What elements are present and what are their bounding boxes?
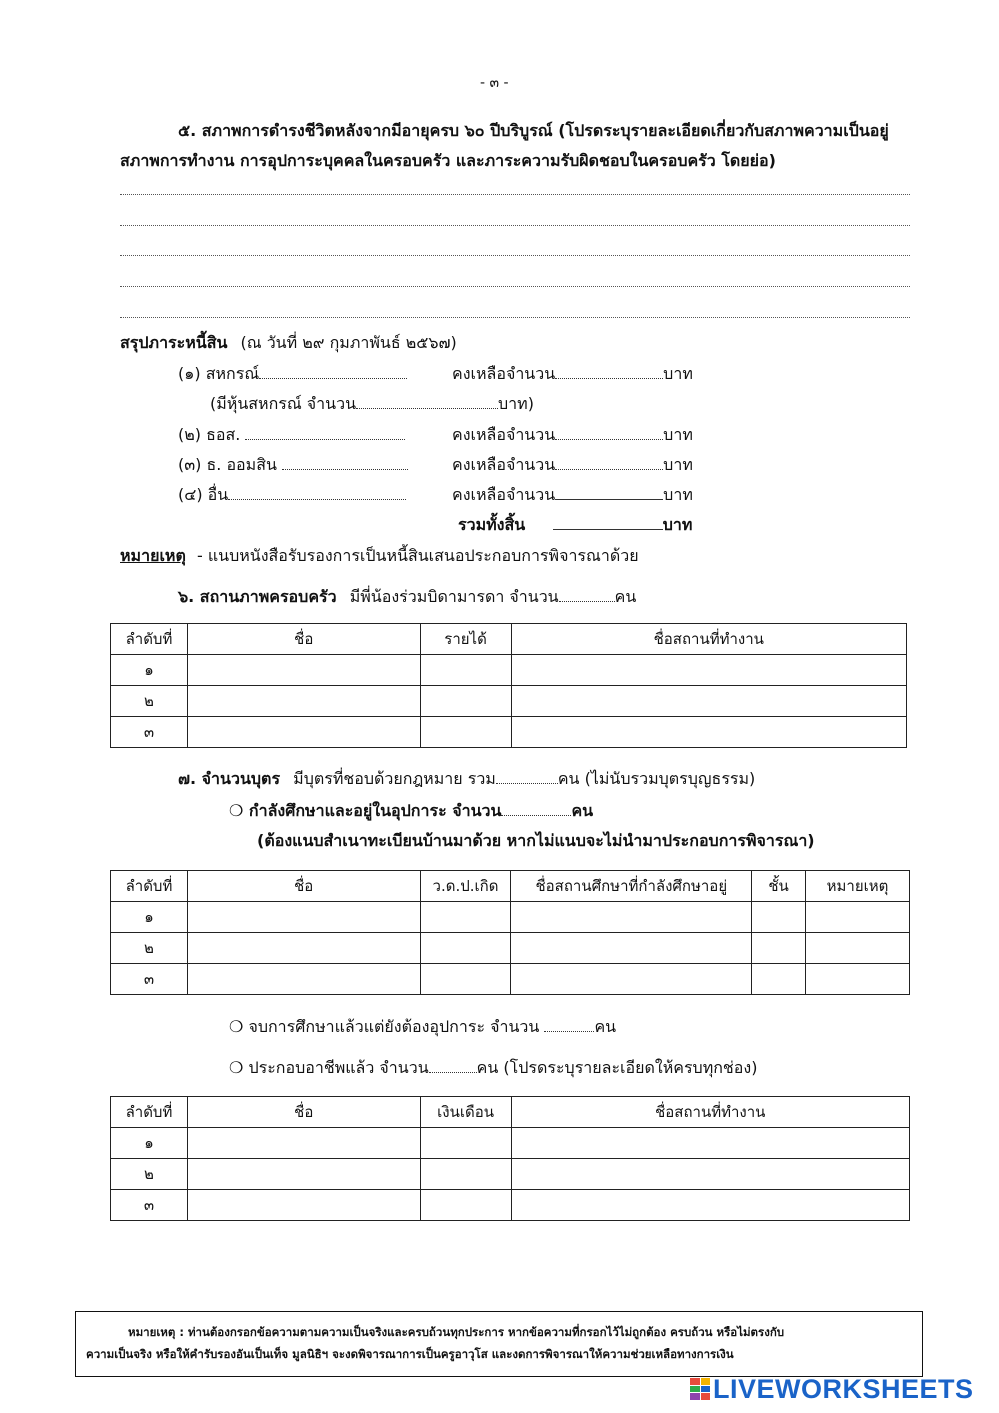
graduated-label: จบการศึกษาแล้วแต่ยังต้องอุปการะ จำนวน <box>248 1017 540 1036</box>
table-cell[interactable] <box>806 933 910 964</box>
debt-item-name-field[interactable] <box>259 378 407 379</box>
debt-item-4 <box>178 483 406 508</box>
table-row <box>111 1128 910 1159</box>
row-index: ๑ <box>111 1128 188 1159</box>
row-index: ๓ <box>111 717 188 748</box>
debt-amount-field[interactable] <box>555 439 663 440</box>
shares-amount-field[interactable] <box>356 408 498 409</box>
table-cell[interactable] <box>187 1159 420 1190</box>
table-cell[interactable] <box>187 933 420 964</box>
table-row <box>111 655 907 686</box>
radio-circle-icon[interactable]: ❍ <box>229 1017 244 1036</box>
working-option <box>229 1056 757 1081</box>
row-index: ๒ <box>111 1159 188 1190</box>
liveworksheets-logo-icon <box>690 1378 710 1400</box>
table-cell[interactable] <box>752 964 806 995</box>
table-cell[interactable] <box>511 964 752 995</box>
footer-note-box <box>75 1311 923 1377</box>
table-cell[interactable] <box>420 686 511 717</box>
answer-line-2[interactable] <box>120 224 910 226</box>
debt-item-name-field[interactable] <box>282 469 408 470</box>
debt-total-line <box>458 513 692 538</box>
graduated-unit: คน <box>594 1017 617 1036</box>
family-table <box>110 623 907 748</box>
debt-note-text: - แนบหนังสือรับรองการเป็นหนี้สินเสนอประกอบการพิจารณาด้วย <box>196 546 639 565</box>
shares-suffix: บาท) <box>498 394 534 413</box>
table-cell[interactable] <box>420 1128 511 1159</box>
answer-line-4[interactable] <box>120 285 910 287</box>
debt-remain-label: คงเหลือจำนวน <box>452 425 556 444</box>
table-cell[interactable] <box>511 933 752 964</box>
table-row <box>111 717 907 748</box>
studying-col-header: ชื่อสถานศึกษาที่กำลังศึกษาอยู่ <box>511 871 752 902</box>
family-col-header: ชื่อ <box>187 624 420 655</box>
family-col-header: ชื่อสถานที่ทำงาน <box>511 624 907 655</box>
siblings-count-field[interactable] <box>559 601 615 602</box>
shares-prefix: (มีหุ้นสหกรณ์ จำนวน <box>210 394 357 413</box>
row-index: ๑ <box>111 902 188 933</box>
table-row <box>111 902 910 933</box>
section6-title: ๖. สถานภาพครอบครัว <box>178 587 337 606</box>
table-cell[interactable] <box>806 964 910 995</box>
debt-remain-label: คงเหลือจำนวน <box>452 364 556 383</box>
studying-note: (ต้องแนบสำเนาทะเบียนบ้านมาด้วย หากไม่แนบจะไม่นำมาประกอบการพิจารณา) <box>257 831 815 850</box>
section7-text: มีบุตรที่ชอบด้วยกฎหมาย รวม <box>293 769 496 788</box>
table-row <box>111 1159 910 1190</box>
radio-circle-icon[interactable]: ❍ <box>229 801 244 820</box>
debt-item-label: (๔) อื่น <box>178 485 229 504</box>
debt-remain-label: คงเหลือจำนวน <box>452 485 556 504</box>
table-cell[interactable] <box>511 717 907 748</box>
debt-remain-label: คงเหลือจำนวน <box>452 455 556 474</box>
working-count-field[interactable] <box>429 1072 477 1073</box>
table-row <box>111 1190 910 1221</box>
table-row <box>111 686 907 717</box>
debt-item-1 <box>178 362 407 387</box>
table-cell[interactable] <box>420 1190 511 1221</box>
debt-unit: บาท <box>663 364 693 383</box>
working-col-header: ชื่อสถานที่ทำงาน <box>511 1097 909 1128</box>
studying-children-table <box>110 870 910 995</box>
debt-item-label: (๒) ธอส. <box>178 425 241 444</box>
table-cell[interactable] <box>420 902 511 933</box>
studying-col-header: ชั้น <box>752 871 806 902</box>
studying-option <box>229 799 593 824</box>
table-cell[interactable] <box>511 1128 909 1159</box>
debt-total-label: รวมทั้งสิ้น <box>458 515 526 534</box>
section5-heading-line2: สภาพการทำงาน การอุปการะบุคคลในครอบครัว และภาระความรับผิดชอบในครอบครัว โดยย่อ) <box>120 151 776 170</box>
table-cell[interactable] <box>511 655 907 686</box>
debt-remain-1 <box>452 362 693 387</box>
debt-item-label: (๑) สหกรณ์ <box>178 364 260 383</box>
studying-unit: คน <box>571 801 594 820</box>
table-cell[interactable] <box>511 686 907 717</box>
debt-amount-field[interactable] <box>555 469 663 470</box>
table-cell[interactable] <box>752 933 806 964</box>
table-cell[interactable] <box>187 1128 420 1159</box>
footer-note-line2: ความเป็นจริง หรือให้คำรับรองอันเป็นเท็จ มูลนิธิฯ จะงดพิจารณาการเป็นครูอาวุโส และงดการพิจารณาให้ความช่วยเหลือทางการเงิน <box>86 1347 734 1361</box>
table-cell[interactable] <box>511 902 752 933</box>
radio-circle-icon[interactable]: ❍ <box>229 1058 244 1077</box>
debt-item-2 <box>178 423 405 448</box>
studying-col-header: ชื่อ <box>187 871 420 902</box>
studying-count-field[interactable] <box>501 815 571 816</box>
table-row <box>111 964 910 995</box>
table-cell[interactable] <box>420 964 511 995</box>
children-count-field[interactable] <box>496 783 558 784</box>
debt-item-name-field[interactable] <box>228 499 406 500</box>
debt-item-name-field[interactable] <box>245 439 405 440</box>
graduated-count-field[interactable] <box>544 1031 594 1032</box>
working-suffix: คน (โปรดระบุรายละเอียดให้ครบทุกช่อง) <box>476 1058 758 1077</box>
graduated-option <box>229 1015 616 1040</box>
section5-heading-line1: ๕. สภาพการดำรงชีวิตหลังจากมีอายุครบ ๖๐ ปีบริบูรณ์ (โปรดระบุรายละเอียดเกี่ยวกับสภาพความเป็นอยู่ <box>178 121 889 140</box>
working-col-header: ลำดับที่ <box>111 1097 188 1128</box>
debt-item-3 <box>178 453 408 478</box>
debt-note <box>120 544 639 569</box>
debt-remain-3 <box>452 453 693 478</box>
shares-line <box>210 392 534 417</box>
brand-name: LIVEWORKSHEETS <box>713 1373 974 1404</box>
family-col-header: รายได้ <box>420 624 511 655</box>
family-col-header: ลำดับที่ <box>111 624 188 655</box>
studying-label: กำลังศึกษาและอยู่ในอุปการะ จำนวน <box>248 801 502 820</box>
debt-summary-heading <box>120 331 457 356</box>
table-cell[interactable] <box>420 717 511 748</box>
studying-col-header: หมายเหตุ <box>806 871 910 902</box>
row-index: ๑ <box>111 655 188 686</box>
row-index: ๒ <box>111 933 188 964</box>
table-cell[interactable] <box>511 1159 909 1190</box>
table-cell[interactable] <box>420 655 511 686</box>
section6-unit: คน <box>614 587 637 606</box>
debt-total-field[interactable] <box>553 529 663 530</box>
section6-heading <box>178 585 636 610</box>
page-number: - ๓ - <box>480 75 509 91</box>
table-cell[interactable] <box>187 902 420 933</box>
debt-total-unit: บาท <box>662 515 693 534</box>
studying-col-header: ว.ด.ป.เกิด <box>420 871 511 902</box>
debt-remain-4 <box>452 483 693 508</box>
table-cell[interactable] <box>187 964 420 995</box>
debt-item-label: (๓) ธ. ออมสิน <box>178 455 277 474</box>
table-cell[interactable] <box>511 1190 909 1221</box>
debt-unit: บาท <box>663 455 693 474</box>
table-cell[interactable] <box>420 1159 511 1190</box>
debt-amount-field[interactable] <box>555 499 663 500</box>
liveworksheets-logo <box>690 1374 974 1404</box>
working-col-header: ชื่อ <box>187 1097 420 1128</box>
table-row <box>111 933 910 964</box>
footer-note-line1: หมายเหตุ : ท่านต้องกรอกข้อความตามความเป็นจริงและครบถ้วนทุกประการ หากข้อความที่กรอกไว้ไม่ถูกต้อง ครบถ้วน หรือไม่ตรงกับ <box>128 1325 785 1339</box>
debt-unit: บาท <box>663 485 693 504</box>
section7-suffix: คน (ไม่นับรวมบุตรบุญธรรม) <box>557 769 756 788</box>
table-cell[interactable] <box>752 902 806 933</box>
table-cell[interactable] <box>187 686 420 717</box>
table-cell[interactable] <box>187 1190 420 1221</box>
table-cell[interactable] <box>187 655 420 686</box>
section6-text: มีพี่น้องร่วมบิดามารดา จำนวน <box>349 587 559 606</box>
debt-unit: บาท <box>663 425 693 444</box>
table-cell[interactable] <box>187 717 420 748</box>
working-col-header: เงินเดือน <box>420 1097 511 1128</box>
answer-line-5[interactable] <box>120 316 910 318</box>
debt-date: (ณ วันที่ ๒๙ กุมภาพันธ์ ๒๕๖๗) <box>240 333 457 352</box>
answer-line-3[interactable] <box>120 254 910 256</box>
row-index: ๒ <box>111 686 188 717</box>
table-cell[interactable] <box>806 902 910 933</box>
debt-note-label: หมายเหตุ <box>120 546 186 565</box>
table-cell[interactable] <box>420 933 511 964</box>
row-index: ๓ <box>111 964 188 995</box>
section7-title: ๗. จำนวนบุตร <box>178 769 281 788</box>
studying-col-header: ลำดับที่ <box>111 871 188 902</box>
working-label: ประกอบอาชีพแล้ว จำนวน <box>248 1058 429 1077</box>
debt-title: สรุปภาระหนี้สิน <box>120 333 228 352</box>
debt-remain-2 <box>452 423 693 448</box>
section7-heading <box>178 767 755 792</box>
debt-amount-field[interactable] <box>555 378 663 379</box>
working-children-table <box>110 1096 910 1221</box>
answer-line-1[interactable] <box>120 193 910 195</box>
row-index: ๓ <box>111 1190 188 1221</box>
